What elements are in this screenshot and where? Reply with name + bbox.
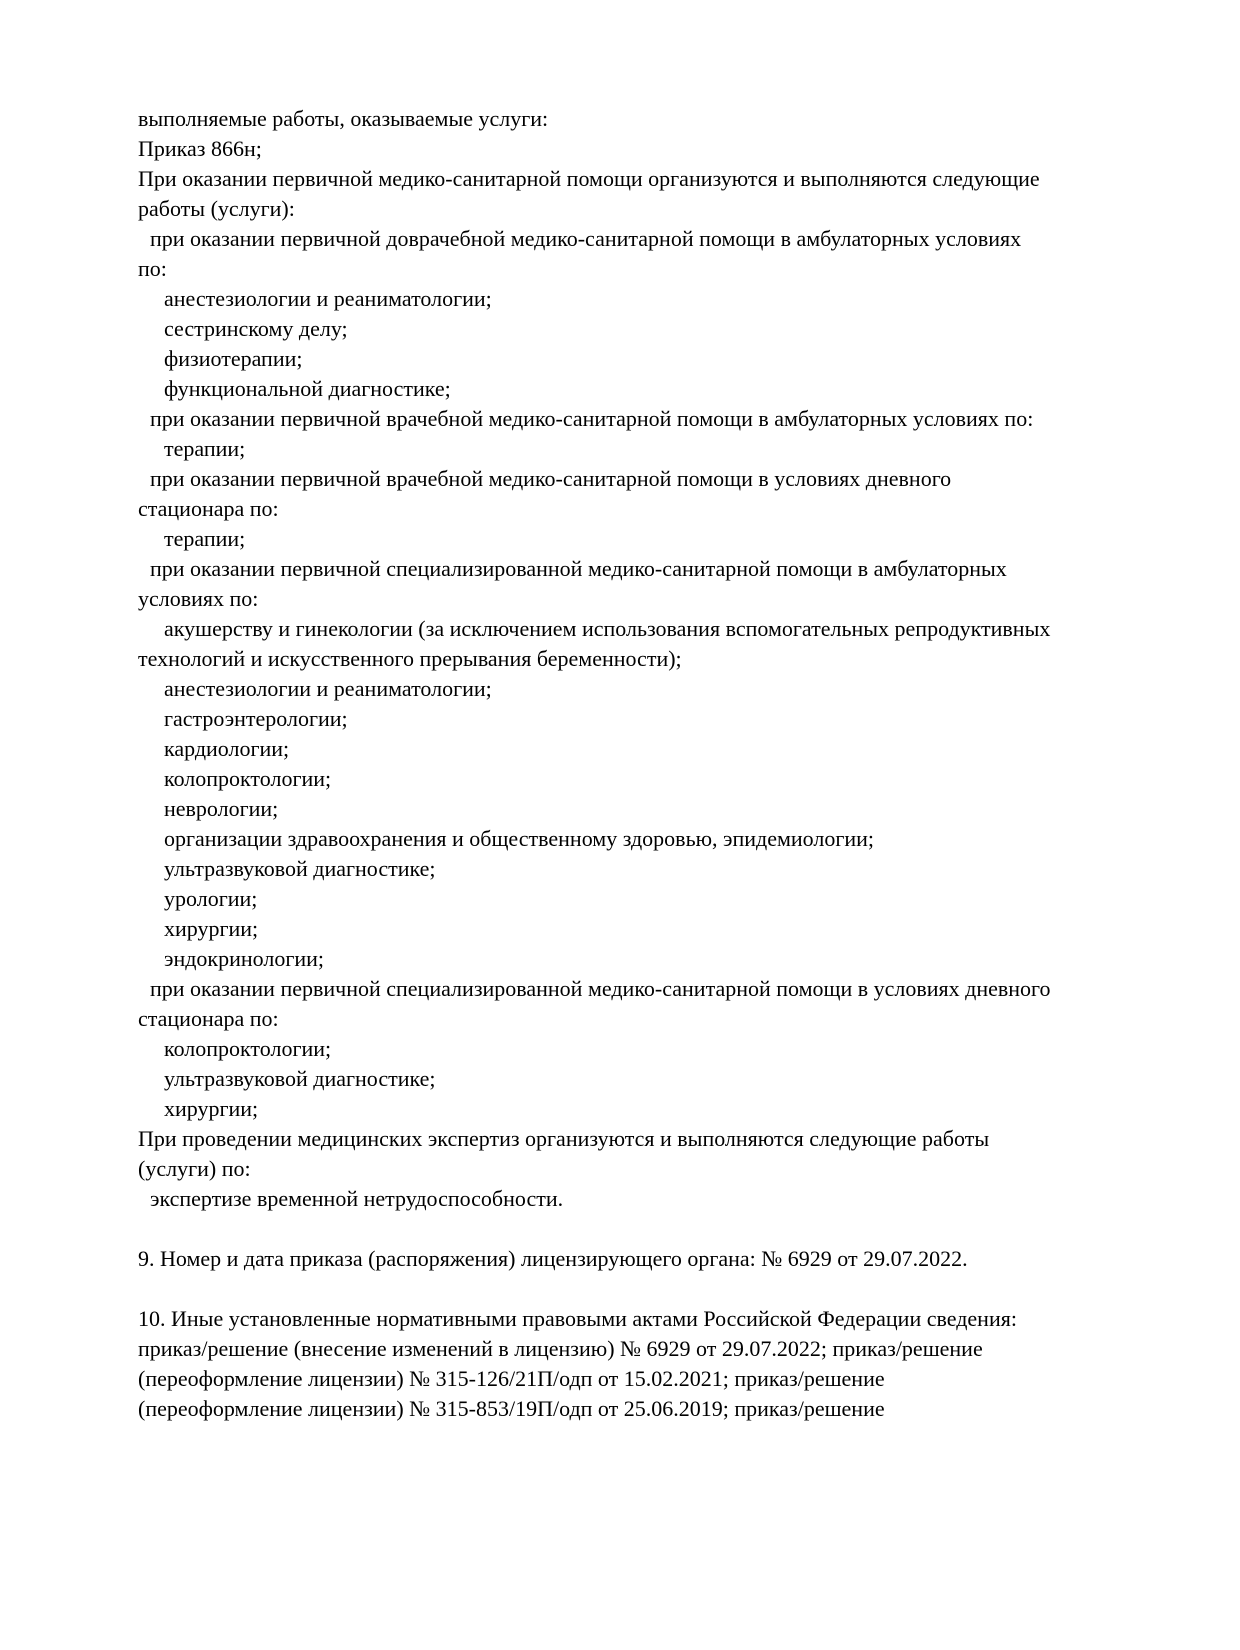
- text-line: урологии;: [164, 886, 258, 911]
- text-line: колопроктологии;: [164, 766, 332, 791]
- text-line: ультразвуковой диагностике;: [164, 856, 436, 881]
- text-line: условиях по:: [138, 586, 259, 611]
- text-line: При проведении медицинских экспертиз организуются и выполняются следующие работы: [138, 1126, 990, 1151]
- text-line: колопроктологии;: [164, 1036, 332, 1061]
- text-line: сестринскому делу;: [164, 316, 348, 341]
- text-line: функциональной диагностике;: [164, 376, 451, 401]
- text-line: хирургии;: [164, 1096, 259, 1121]
- text-line: при оказании первичной специализированной медико-санитарной помощи в условиях дневного: [150, 976, 1051, 1001]
- text-line: физиотерапии;: [164, 346, 303, 371]
- text-line: при оказании первичной врачебной медико-санитарной помощи в условиях дневного: [150, 466, 952, 491]
- license-text-block: [138, 104, 1110, 1424]
- text-line: эндокринологии;: [164, 946, 325, 971]
- text-line: (переоформление лицензии) № 315-126/21П/одп от 15.02.2021; приказ/решение: [138, 1366, 885, 1391]
- text-line: приказ/решение (внесение изменений в лицензию) № 6929 от 29.07.2022; приказ/решение: [138, 1336, 983, 1361]
- text-line: кардиологии;: [164, 736, 290, 761]
- text-line: при оказании первичной врачебной медико-санитарной помощи в амбулаторных условиях по:: [150, 406, 1034, 431]
- text-line: 9. Номер и дата приказа (распоряжения) лицензирующего органа: № 6929 от 29.07.2022.: [138, 1246, 968, 1271]
- text-line: Приказ 866н;: [138, 136, 262, 161]
- text-line: ультразвуковой диагностике;: [164, 1066, 436, 1091]
- text-line: технологий и искусственного прерывания беременности);: [138, 646, 682, 671]
- text-line: работы (услуги):: [138, 196, 295, 221]
- text-line: организации здравоохранения и общественному здоровью, эпидемиологии;: [164, 826, 875, 851]
- text-line: При оказании первичной медико-санитарной помощи организуются и выполняются следующие: [138, 166, 1040, 191]
- text-line: (услуги) по:: [138, 1156, 251, 1181]
- text-line: анестезиологии и реаниматологии;: [164, 286, 492, 311]
- text-line: при оказании первичной специализированной медико-санитарной помощи в амбулаторных: [150, 556, 1007, 581]
- text-line: терапии;: [164, 436, 246, 461]
- blank-line: [138, 1274, 1110, 1304]
- text-line: выполняемые работы, оказываемые услуги:: [138, 106, 549, 131]
- text-line: стационара по:: [138, 496, 279, 521]
- text-line: неврологии;: [164, 796, 279, 821]
- text-line: стационара по:: [138, 1006, 279, 1031]
- blank-line: [138, 1214, 1110, 1244]
- text-line: по:: [138, 256, 167, 281]
- text-line: хирургии;: [164, 916, 259, 941]
- text-line: (переоформление лицензии) № 315-853/19П/одп от 25.06.2019; приказ/решение: [138, 1396, 885, 1421]
- text-line: анестезиологии и реаниматологии;: [164, 676, 492, 701]
- text-line: 10. Иные установленные нормативными правовыми актами Российской Федерации сведения:: [138, 1306, 1017, 1331]
- text-line: терапии;: [164, 526, 246, 551]
- text-line: акушерству и гинекологии (за исключением использования вспомогательных репродуктивных: [164, 616, 1051, 641]
- text-line: экспертизе временной нетрудоспособности.: [150, 1186, 564, 1211]
- text-line: гастроэнтерологии;: [164, 706, 348, 731]
- text-line: при оказании первичной доврачебной медико-санитарной помощи в амбулаторных условиях: [150, 226, 1022, 251]
